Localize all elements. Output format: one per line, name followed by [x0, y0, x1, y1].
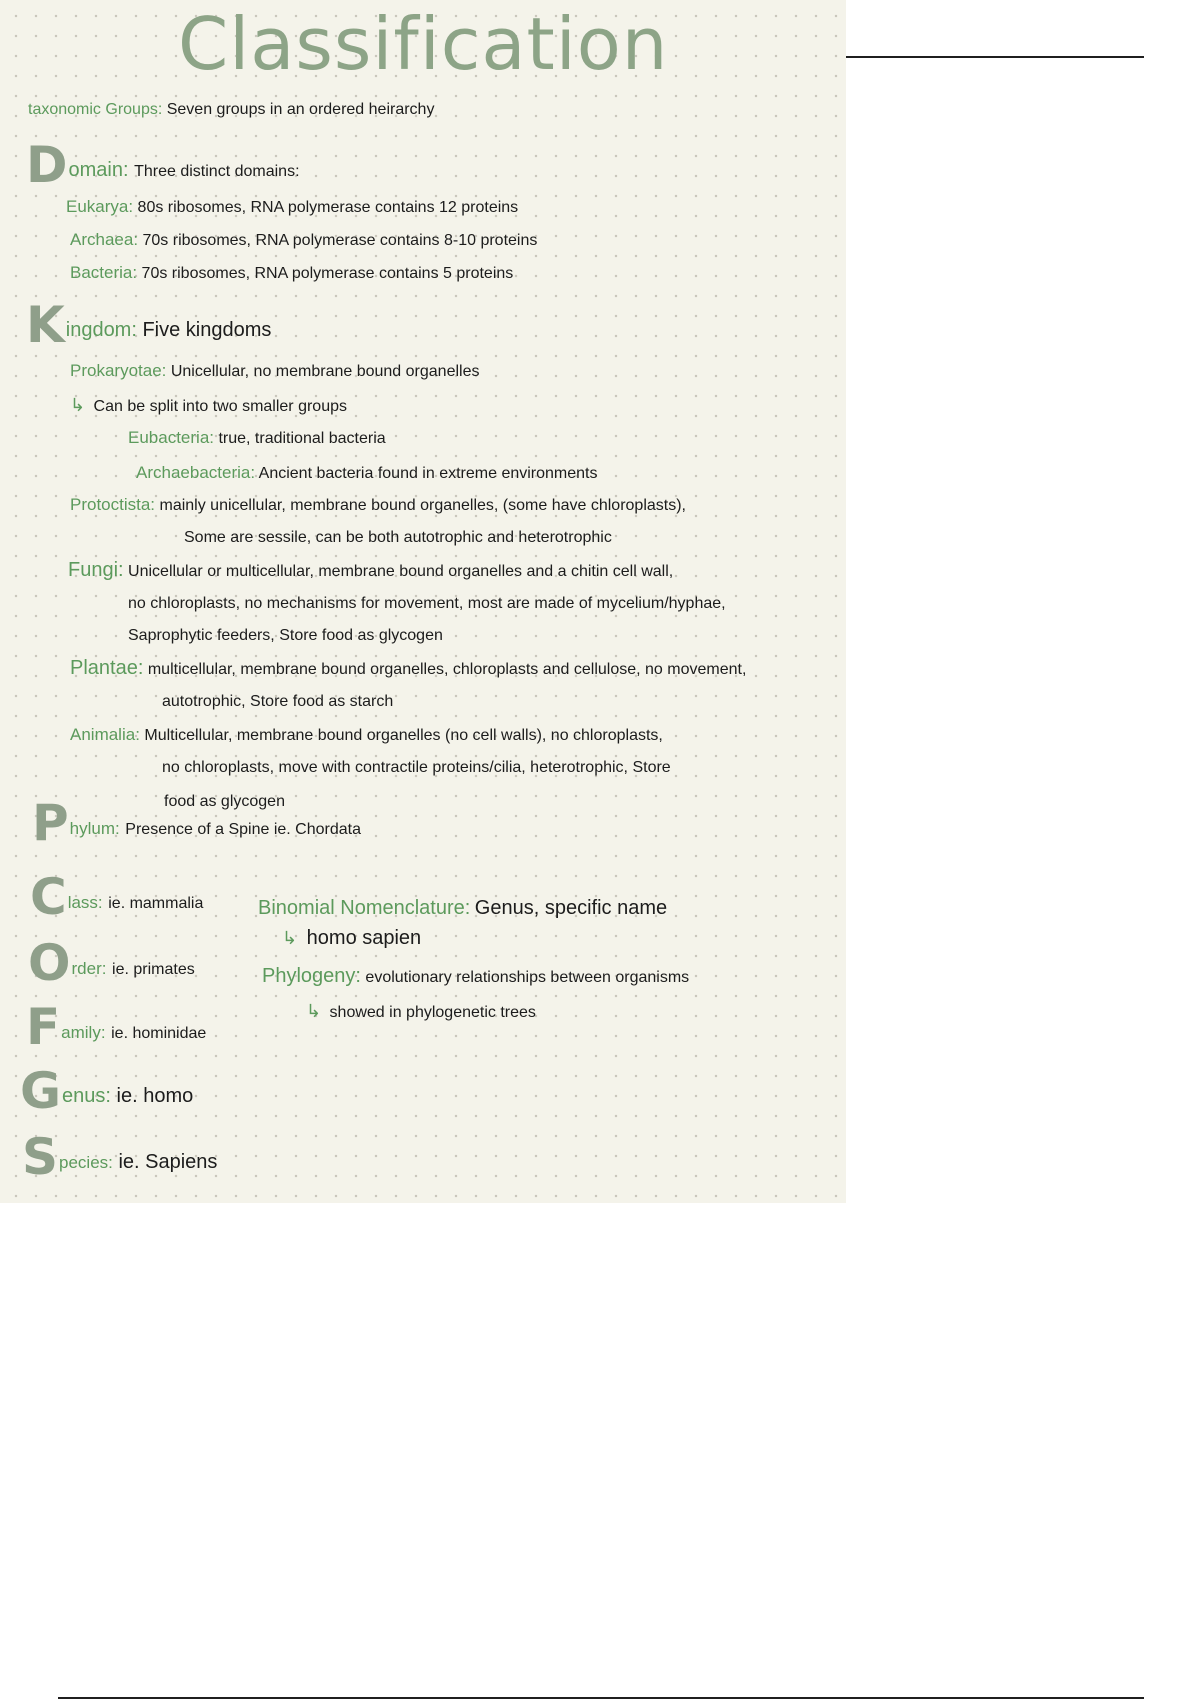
phylogeny-line: [262, 966, 689, 986]
domain-item: [70, 231, 537, 249]
class-label: lass:: [67, 893, 103, 912]
phylum-label: hylum:: [69, 819, 120, 838]
genus-initial: G: [20, 1062, 62, 1120]
kingdom-item: [68, 560, 673, 580]
prokaryotae-label: Prokaryotae:: [70, 361, 167, 380]
domain-item: [66, 198, 518, 216]
split-text: Can be split into two smaller groups: [93, 398, 347, 415]
family-text: ie. hominidae: [111, 1025, 207, 1042]
class-initial: C: [30, 868, 67, 926]
domain-text: Three distinct domains:: [134, 163, 300, 180]
order-text: ie. primates: [112, 961, 195, 978]
order-initial: O: [28, 934, 71, 992]
intro-line: [28, 102, 434, 118]
protoctista-text: mainly unicellular, membrane bound organelles, (some have chloroplasts),: [159, 497, 686, 514]
family-label: amily:: [61, 1023, 106, 1042]
domain-label: omain:: [68, 159, 129, 181]
binomial-line: [258, 898, 667, 918]
phylogeny-note-text: showed in phylogenetic trees: [329, 1004, 536, 1021]
binomial-example: [282, 928, 421, 948]
animalia-continued: no chloroplasts, move with contractile proteins/cilia, heterotrophic, Store: [162, 759, 671, 776]
fungi-continued: Saprophytic feeders, Store food as glycogen: [128, 627, 443, 644]
phylogeny-label: Phylogeny:: [262, 965, 361, 987]
animalia-continued: food as glycogen: [164, 793, 285, 810]
domain-item-label: Eukarya:: [66, 197, 134, 216]
plantae-continued: autotrophic, Store food as starch: [162, 693, 394, 710]
class-heading: [30, 868, 204, 926]
arrow-icon: ↳: [306, 1001, 322, 1021]
eubacteria-label: Eubacteria:: [128, 428, 214, 447]
arrow-icon: ↳: [70, 395, 86, 415]
kingdom-heading: [26, 296, 272, 354]
phylogeny-text: evolutionary relationships between organisms: [365, 969, 690, 986]
domain-item-label: Archaea:: [70, 230, 139, 249]
genus-heading: [20, 1062, 194, 1120]
kingdom-text: Five kingdoms: [142, 319, 272, 341]
kingdom-subitem: [128, 429, 386, 447]
divider-line: [58, 1697, 1144, 1699]
binomial-example-text: homo sapien: [306, 927, 422, 949]
kingdom-item: [70, 658, 746, 678]
kingdom-initial: K: [26, 296, 65, 354]
fungi-text: Unicellular or multicellular, membrane bound organelles and a chitin cell wall,: [128, 563, 674, 580]
kingdom-subitem: [136, 464, 598, 482]
domain-item-text: 70s ribosomes, RNA polymerase contains 5 proteins: [141, 265, 514, 282]
phylogeny-note: [306, 1002, 536, 1021]
divider-line: [846, 56, 1144, 58]
genus-label: enus:: [62, 1085, 111, 1107]
archaebacteria-text: Ancient bacteria found in extreme environments: [258, 465, 598, 482]
phylum-text: Presence of a Spine ie. Chordata: [125, 821, 361, 838]
species-label: pecies:: [59, 1153, 113, 1172]
protoctista-label: Protoctista:: [70, 495, 156, 514]
archaebacteria-label: Archaebacteria:: [136, 463, 256, 482]
phylum-initial: P: [32, 794, 69, 852]
kingdom-label: ingdom:: [65, 319, 137, 341]
page-title: Classification: [178, 2, 669, 86]
genus-text: ie. homo: [116, 1085, 194, 1107]
family-heading: [26, 998, 207, 1056]
arrow-icon: ↳: [282, 928, 298, 948]
prokaryotae-text: Unicellular, no membrane bound organelles: [170, 363, 480, 380]
animalia-label: Animalia:: [70, 725, 140, 744]
domain-item-text: 70s ribosomes, RNA polymerase contains 8-10 proteins: [142, 232, 538, 249]
fungi-continued: no chloroplasts, no mechanisms for movement, most are made of mycelium/hyphae,: [128, 595, 726, 612]
kingdom-item: [70, 496, 686, 514]
species-text: ie. Sapiens: [118, 1151, 218, 1173]
species-initial: S: [22, 1128, 59, 1186]
domain-item: [70, 264, 513, 282]
eubacteria-text: true, traditional bacteria: [218, 430, 386, 447]
plantae-text: multicellular, membrane bound organelles, chloroplasts and cellulose, no movement,: [147, 661, 747, 678]
kingdom-item: [70, 362, 479, 380]
domain-item-text: 80s ribosomes, RNA polymerase contains 12 proteins: [137, 199, 519, 216]
intro-label: taxonomic Groups:: [28, 101, 163, 118]
kingdom-item: [70, 726, 663, 744]
phylum-heading: [32, 794, 361, 852]
binomial-label: Binomial Nomenclature:: [258, 897, 471, 919]
split-note: [70, 396, 347, 415]
plantae-label: Plantae:: [70, 657, 144, 679]
family-initial: F: [26, 998, 61, 1056]
domain-heading: [26, 136, 300, 194]
class-text: ie. mammalia: [108, 895, 204, 912]
animalia-text: Multicellular, membrane bound organelles (no cell walls), no chloroplasts,: [144, 727, 663, 744]
species-heading: [22, 1128, 218, 1186]
order-heading: [28, 934, 195, 992]
domain-item-label: Bacteria:: [70, 263, 138, 282]
protoctista-continued: Some are sessile, can be both autotrophic and heterotrophic: [184, 529, 612, 546]
domain-initial: D: [26, 136, 68, 194]
intro-text: Seven groups in an ordered heirarchy: [166, 101, 435, 118]
order-label: rder:: [71, 959, 107, 978]
fungi-label: Fungi:: [68, 559, 124, 581]
binomial-text: Genus, specific name: [474, 897, 668, 919]
